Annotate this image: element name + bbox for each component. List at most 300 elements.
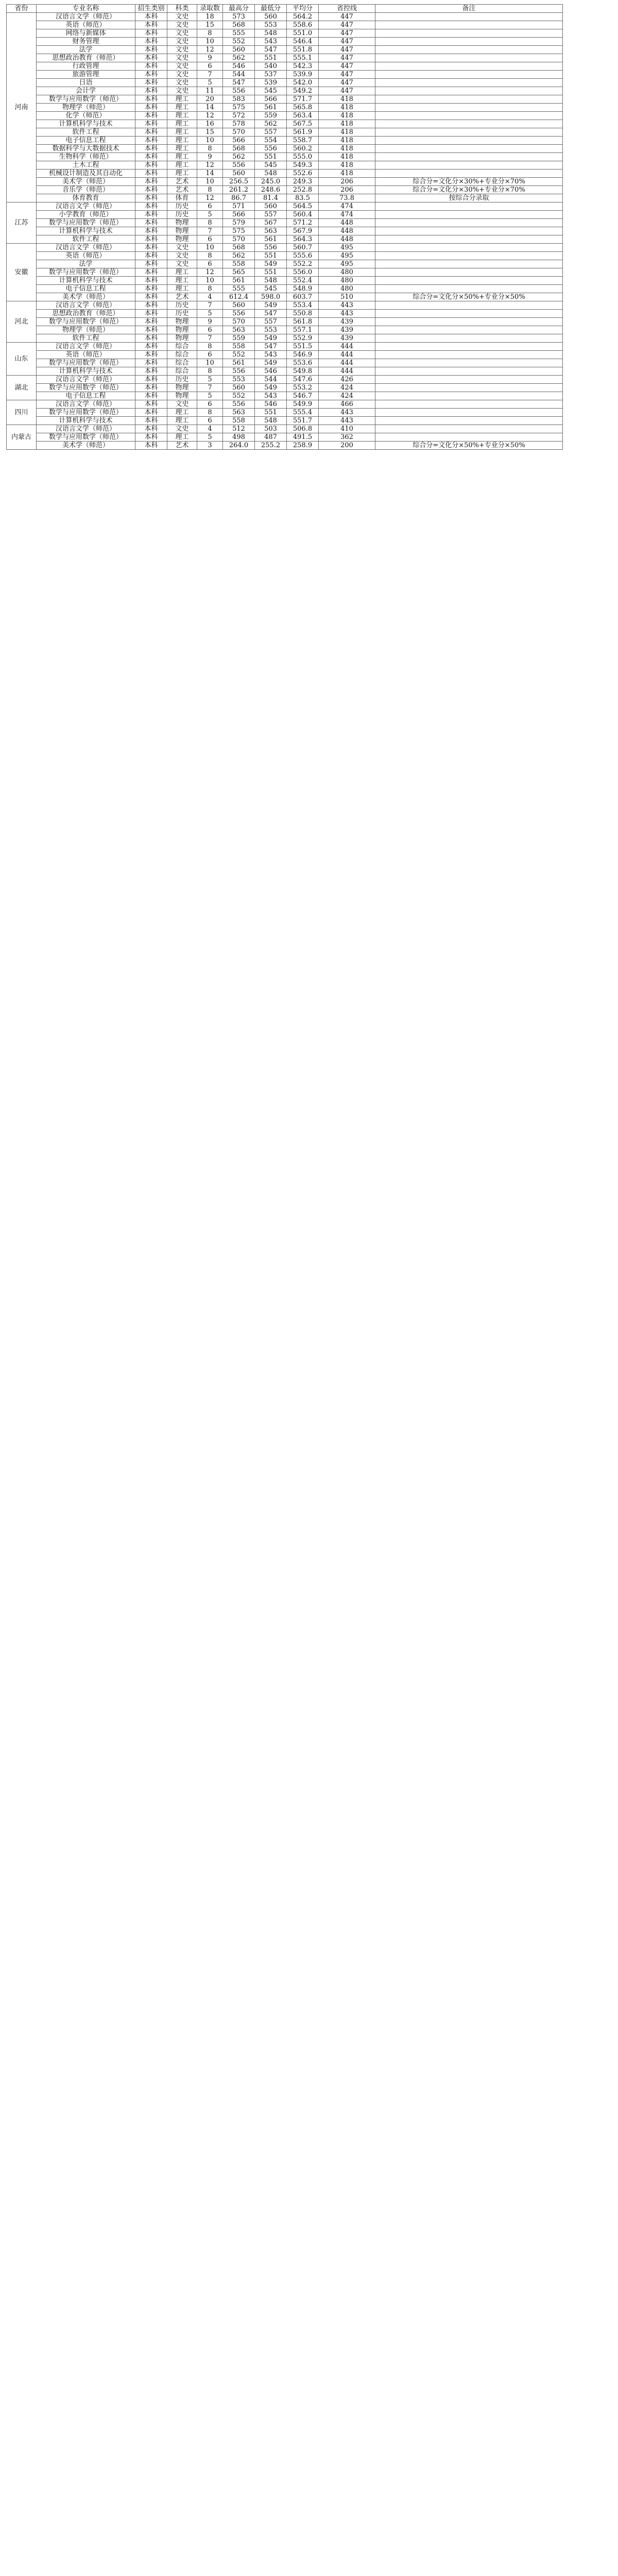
major-cell: 软件工程 bbox=[37, 235, 135, 244]
type-cell: 文史 bbox=[167, 260, 197, 268]
note-cell bbox=[375, 343, 563, 351]
major-cell: 数学与应用数学（师范） bbox=[37, 359, 135, 367]
type-cell: 理工 bbox=[167, 137, 197, 145]
note-cell: 综合分=文化分×30%+专业分×70% bbox=[375, 186, 563, 194]
major-cell: 数学与应用数学（师范） bbox=[37, 384, 135, 392]
plan-cell: 10 bbox=[197, 137, 223, 145]
table-row bbox=[7, 13, 563, 21]
type-cell: 文史 bbox=[167, 54, 197, 62]
note-cell bbox=[375, 252, 563, 260]
major-cell: 小学教育（师范） bbox=[37, 211, 135, 219]
region-cell: 山东 bbox=[7, 343, 37, 376]
min-cell: 547 bbox=[255, 46, 287, 54]
type-cell: 理工 bbox=[167, 120, 197, 128]
avg-cell: 549.9 bbox=[287, 400, 319, 409]
max-cell: 264.0 bbox=[223, 442, 255, 450]
avg-cell: 551.8 bbox=[287, 46, 319, 54]
table-row bbox=[7, 79, 563, 87]
note-cell bbox=[375, 137, 563, 145]
header-region: 省份 bbox=[7, 5, 37, 13]
max-cell: 579 bbox=[223, 219, 255, 227]
table-row bbox=[7, 433, 563, 442]
note-cell bbox=[375, 211, 563, 219]
avg-cell: 551.7 bbox=[287, 417, 319, 425]
plan-cell: 6 bbox=[197, 326, 223, 334]
max-cell: 552 bbox=[223, 392, 255, 400]
min-cell: 503 bbox=[255, 425, 287, 433]
min-cell: 548 bbox=[255, 277, 287, 285]
avg-cell: 546.4 bbox=[287, 38, 319, 46]
avg-cell: 549.8 bbox=[287, 367, 319, 376]
table-row bbox=[7, 29, 563, 38]
table-row bbox=[7, 425, 563, 433]
table-row bbox=[7, 87, 563, 95]
nature-cell: 本科 bbox=[135, 153, 167, 161]
rank-cell: 444 bbox=[319, 367, 375, 376]
avg-cell: 567.9 bbox=[287, 227, 319, 235]
note-cell bbox=[375, 62, 563, 71]
max-cell: 571 bbox=[223, 202, 255, 211]
plan-cell: 8 bbox=[197, 29, 223, 38]
plan-cell: 14 bbox=[197, 170, 223, 178]
nature-cell: 本科 bbox=[135, 442, 167, 450]
max-cell: 578 bbox=[223, 120, 255, 128]
nature-cell: 本科 bbox=[135, 137, 167, 145]
max-cell: 558 bbox=[223, 343, 255, 351]
type-cell: 文史 bbox=[167, 13, 197, 21]
nature-cell: 本科 bbox=[135, 334, 167, 343]
max-cell: 575 bbox=[223, 227, 255, 235]
nature-cell: 本科 bbox=[135, 235, 167, 244]
rank-cell: 206 bbox=[319, 186, 375, 194]
avg-cell: 547.6 bbox=[287, 376, 319, 384]
avg-cell: 553.4 bbox=[287, 301, 319, 310]
nature-cell: 本科 bbox=[135, 367, 167, 376]
min-cell: 562 bbox=[255, 120, 287, 128]
min-cell: 561 bbox=[255, 104, 287, 112]
major-cell: 会计学 bbox=[37, 87, 135, 95]
max-cell: 544 bbox=[223, 71, 255, 79]
avg-cell: 555.4 bbox=[287, 409, 319, 417]
plan-cell: 8 bbox=[197, 343, 223, 351]
major-cell: 汉语言文学（师范） bbox=[37, 13, 135, 21]
nature-cell: 本科 bbox=[135, 310, 167, 318]
major-cell: 英语（师范） bbox=[37, 351, 135, 359]
min-cell: 549 bbox=[255, 384, 287, 392]
max-cell: 560 bbox=[223, 301, 255, 310]
max-cell: 572 bbox=[223, 112, 255, 120]
note-cell bbox=[375, 318, 563, 326]
plan-cell: 7 bbox=[197, 301, 223, 310]
avg-cell: 571.7 bbox=[287, 95, 319, 104]
major-cell: 旅游管理 bbox=[37, 71, 135, 79]
nature-cell: 本科 bbox=[135, 211, 167, 219]
note-cell: 综合分=文化分×50%+专业分×50% bbox=[375, 293, 563, 301]
min-cell: 549 bbox=[255, 359, 287, 367]
rank-cell: 418 bbox=[319, 170, 375, 178]
type-cell: 文史 bbox=[167, 46, 197, 54]
major-cell: 数学与应用数学（师范） bbox=[37, 219, 135, 227]
major-cell: 电子信息工程 bbox=[37, 137, 135, 145]
rank-cell: 418 bbox=[319, 137, 375, 145]
nature-cell: 本科 bbox=[135, 178, 167, 186]
header-type: 科类 bbox=[167, 5, 197, 13]
region-cell: 四川 bbox=[7, 400, 37, 425]
table-row bbox=[7, 112, 563, 120]
major-cell: 体育教育 bbox=[37, 194, 135, 202]
max-cell: 562 bbox=[223, 153, 255, 161]
rank-cell: 206 bbox=[319, 178, 375, 186]
header-plan: 录取数 bbox=[197, 5, 223, 13]
rank-cell: 443 bbox=[319, 409, 375, 417]
nature-cell: 本科 bbox=[135, 219, 167, 227]
type-cell: 体育 bbox=[167, 194, 197, 202]
min-cell: 560 bbox=[255, 13, 287, 21]
type-cell: 综合 bbox=[167, 367, 197, 376]
min-cell: 487 bbox=[255, 433, 287, 442]
plan-cell: 20 bbox=[197, 95, 223, 104]
table-row bbox=[7, 145, 563, 153]
region-cell: 河南 bbox=[7, 13, 37, 202]
max-cell: 568 bbox=[223, 145, 255, 153]
avg-cell: 564.2 bbox=[287, 13, 319, 21]
min-cell: 539 bbox=[255, 79, 287, 87]
table-row bbox=[7, 186, 563, 194]
note-cell bbox=[375, 54, 563, 62]
plan-cell: 6 bbox=[197, 351, 223, 359]
type-cell: 历史 bbox=[167, 376, 197, 384]
avg-cell: 560.4 bbox=[287, 211, 319, 219]
nature-cell: 本科 bbox=[135, 376, 167, 384]
header-min: 最低分 bbox=[255, 5, 287, 13]
major-cell: 法学 bbox=[37, 260, 135, 268]
rank-cell: 447 bbox=[319, 46, 375, 54]
plan-cell: 9 bbox=[197, 54, 223, 62]
type-cell: 物理 bbox=[167, 235, 197, 244]
plan-cell: 4 bbox=[197, 425, 223, 433]
note-cell bbox=[375, 161, 563, 170]
type-cell: 文史 bbox=[167, 71, 197, 79]
rank-cell: 447 bbox=[319, 54, 375, 62]
table-row bbox=[7, 318, 563, 326]
major-cell: 软件工程 bbox=[37, 128, 135, 137]
nature-cell: 本科 bbox=[135, 95, 167, 104]
rank-cell: 418 bbox=[319, 161, 375, 170]
min-cell: 543 bbox=[255, 392, 287, 400]
table-row bbox=[7, 170, 563, 178]
header-nature: 招生类别 bbox=[135, 5, 167, 13]
max-cell: 570 bbox=[223, 318, 255, 326]
type-cell: 历史 bbox=[167, 202, 197, 211]
note-cell bbox=[375, 13, 563, 21]
nature-cell: 本科 bbox=[135, 384, 167, 392]
plan-cell: 8 bbox=[197, 219, 223, 227]
major-cell: 数据科学与大数据技术 bbox=[37, 145, 135, 153]
min-cell: 549 bbox=[255, 260, 287, 268]
avg-cell: 555.0 bbox=[287, 153, 319, 161]
max-cell: 256.5 bbox=[223, 178, 255, 186]
table-row bbox=[7, 211, 563, 219]
region-cell: 湖北 bbox=[7, 376, 37, 400]
min-cell: 598.0 bbox=[255, 293, 287, 301]
header-row bbox=[7, 5, 563, 13]
note-cell bbox=[375, 268, 563, 277]
min-cell: 543 bbox=[255, 351, 287, 359]
plan-cell: 6 bbox=[197, 235, 223, 244]
type-cell: 艺术 bbox=[167, 186, 197, 194]
rank-cell: 510 bbox=[319, 293, 375, 301]
note-cell bbox=[375, 384, 563, 392]
plan-cell: 7 bbox=[197, 384, 223, 392]
max-cell: 565 bbox=[223, 268, 255, 277]
table-row bbox=[7, 301, 563, 310]
avg-cell: 252.8 bbox=[287, 186, 319, 194]
min-cell: 255.2 bbox=[255, 442, 287, 450]
major-cell: 英语（师范） bbox=[37, 252, 135, 260]
note-cell bbox=[375, 326, 563, 334]
note-cell bbox=[375, 145, 563, 153]
major-cell: 物理学（师范） bbox=[37, 326, 135, 334]
plan-cell: 5 bbox=[197, 79, 223, 87]
rank-cell: 418 bbox=[319, 153, 375, 161]
max-cell: 558 bbox=[223, 260, 255, 268]
rank-cell: 447 bbox=[319, 29, 375, 38]
major-cell: 财务管理 bbox=[37, 38, 135, 46]
note-cell bbox=[375, 334, 563, 343]
max-cell: 570 bbox=[223, 235, 255, 244]
avg-cell: 550.8 bbox=[287, 310, 319, 318]
avg-cell: 555.1 bbox=[287, 54, 319, 62]
note-cell bbox=[375, 128, 563, 137]
table-row bbox=[7, 285, 563, 293]
note-cell bbox=[375, 400, 563, 409]
nature-cell: 本科 bbox=[135, 194, 167, 202]
plan-cell: 4 bbox=[197, 293, 223, 301]
nature-cell: 本科 bbox=[135, 277, 167, 285]
type-cell: 历史 bbox=[167, 211, 197, 219]
type-cell: 艺术 bbox=[167, 178, 197, 186]
min-cell: 547 bbox=[255, 310, 287, 318]
note-cell bbox=[375, 21, 563, 29]
nature-cell: 本科 bbox=[135, 351, 167, 359]
major-cell: 机械设计制造及其自动化 bbox=[37, 170, 135, 178]
type-cell: 理工 bbox=[167, 145, 197, 153]
table-row bbox=[7, 71, 563, 79]
rank-cell: 480 bbox=[319, 285, 375, 293]
avg-cell: 603.7 bbox=[287, 293, 319, 301]
plan-cell: 8 bbox=[197, 252, 223, 260]
note-cell bbox=[375, 104, 563, 112]
plan-cell: 12 bbox=[197, 161, 223, 170]
type-cell: 物理 bbox=[167, 334, 197, 343]
type-cell: 物理 bbox=[167, 227, 197, 235]
avg-cell: 258.9 bbox=[287, 442, 319, 450]
max-cell: 498 bbox=[223, 433, 255, 442]
type-cell: 物理 bbox=[167, 219, 197, 227]
header-max: 最高分 bbox=[223, 5, 255, 13]
table-row bbox=[7, 161, 563, 170]
avg-cell: 556.0 bbox=[287, 268, 319, 277]
type-cell: 综合 bbox=[167, 343, 197, 351]
min-cell: 551 bbox=[255, 54, 287, 62]
major-cell: 思想政治教育（师范） bbox=[37, 310, 135, 318]
min-cell: 540 bbox=[255, 62, 287, 71]
plan-cell: 15 bbox=[197, 128, 223, 137]
plan-cell: 10 bbox=[197, 178, 223, 186]
rank-cell: 443 bbox=[319, 417, 375, 425]
plan-cell: 6 bbox=[197, 400, 223, 409]
note-cell bbox=[375, 79, 563, 87]
score-table bbox=[6, 4, 563, 450]
table-body bbox=[7, 13, 563, 450]
min-cell: 557 bbox=[255, 211, 287, 219]
major-cell: 汉语言文学（师范） bbox=[37, 343, 135, 351]
type-cell: 文史 bbox=[167, 425, 197, 433]
major-cell: 数学与应用数学（师范） bbox=[37, 318, 135, 326]
type-cell: 理工 bbox=[167, 104, 197, 112]
min-cell: 544 bbox=[255, 376, 287, 384]
note-cell bbox=[375, 29, 563, 38]
type-cell: 理工 bbox=[167, 433, 197, 442]
rank-cell: 424 bbox=[319, 392, 375, 400]
rank-cell: 439 bbox=[319, 334, 375, 343]
type-cell: 物理 bbox=[167, 384, 197, 392]
rank-cell: 418 bbox=[319, 145, 375, 153]
major-cell: 计算机科学与技术 bbox=[37, 227, 135, 235]
table-row bbox=[7, 62, 563, 71]
max-cell: 566 bbox=[223, 137, 255, 145]
nature-cell: 本科 bbox=[135, 301, 167, 310]
max-cell: 553 bbox=[223, 376, 255, 384]
max-cell: 560 bbox=[223, 46, 255, 54]
major-cell: 音乐学（师范） bbox=[37, 186, 135, 194]
max-cell: 261.2 bbox=[223, 186, 255, 194]
major-cell: 软件工程 bbox=[37, 334, 135, 343]
type-cell: 文史 bbox=[167, 252, 197, 260]
table-row bbox=[7, 178, 563, 186]
avg-cell: 565.8 bbox=[287, 104, 319, 112]
min-cell: 248.6 bbox=[255, 186, 287, 194]
note-cell bbox=[375, 71, 563, 79]
region-cell: 河北 bbox=[7, 301, 37, 343]
min-cell: 543 bbox=[255, 38, 287, 46]
max-cell: 546 bbox=[223, 62, 255, 71]
note-cell bbox=[375, 120, 563, 128]
rank-cell: 439 bbox=[319, 326, 375, 334]
table-row bbox=[7, 153, 563, 161]
plan-cell: 6 bbox=[197, 202, 223, 211]
plan-cell: 10 bbox=[197, 38, 223, 46]
type-cell: 文史 bbox=[167, 62, 197, 71]
header-note: 备注 bbox=[375, 5, 563, 13]
plan-cell: 5 bbox=[197, 376, 223, 384]
region-cell: 江苏 bbox=[7, 202, 37, 244]
avg-cell: 567.5 bbox=[287, 120, 319, 128]
min-cell: 557 bbox=[255, 128, 287, 137]
max-cell: 559 bbox=[223, 334, 255, 343]
nature-cell: 本科 bbox=[135, 71, 167, 79]
note-cell bbox=[375, 235, 563, 244]
nature-cell: 本科 bbox=[135, 87, 167, 95]
nature-cell: 本科 bbox=[135, 29, 167, 38]
major-cell: 生物科学（师范） bbox=[37, 153, 135, 161]
min-cell: 557 bbox=[255, 318, 287, 326]
nature-cell: 本科 bbox=[135, 202, 167, 211]
avg-cell: 552.6 bbox=[287, 170, 319, 178]
plan-cell: 8 bbox=[197, 285, 223, 293]
type-cell: 物理 bbox=[167, 392, 197, 400]
table-row bbox=[7, 95, 563, 104]
note-cell bbox=[375, 301, 563, 310]
nature-cell: 本科 bbox=[135, 409, 167, 417]
major-cell: 数学与应用数学（师范） bbox=[37, 95, 135, 104]
type-cell: 理工 bbox=[167, 277, 197, 285]
major-cell: 日语 bbox=[37, 79, 135, 87]
avg-cell: 564.5 bbox=[287, 202, 319, 211]
plan-cell: 5 bbox=[197, 310, 223, 318]
plan-cell: 10 bbox=[197, 359, 223, 367]
avg-cell: 83.5 bbox=[287, 194, 319, 202]
plan-cell: 3 bbox=[197, 442, 223, 450]
nature-cell: 本科 bbox=[135, 400, 167, 409]
type-cell: 理工 bbox=[167, 409, 197, 417]
avg-cell: 555.6 bbox=[287, 252, 319, 260]
nature-cell: 本科 bbox=[135, 112, 167, 120]
table-row bbox=[7, 46, 563, 54]
nature-cell: 本科 bbox=[135, 359, 167, 367]
min-cell: 553 bbox=[255, 326, 287, 334]
max-cell: 512 bbox=[223, 425, 255, 433]
table-row bbox=[7, 38, 563, 46]
rank-cell: 495 bbox=[319, 252, 375, 260]
type-cell: 文史 bbox=[167, 400, 197, 409]
max-cell: 560 bbox=[223, 384, 255, 392]
plan-cell: 12 bbox=[197, 268, 223, 277]
rank-cell: 444 bbox=[319, 359, 375, 367]
nature-cell: 本科 bbox=[135, 318, 167, 326]
type-cell: 理工 bbox=[167, 95, 197, 104]
nature-cell: 本科 bbox=[135, 326, 167, 334]
rank-cell: 424 bbox=[319, 384, 375, 392]
avg-cell: 560.7 bbox=[287, 244, 319, 252]
table-row bbox=[7, 235, 563, 244]
table-row bbox=[7, 128, 563, 137]
major-cell: 网络与新媒体 bbox=[37, 29, 135, 38]
type-cell: 文史 bbox=[167, 21, 197, 29]
avg-cell: 491.5 bbox=[287, 433, 319, 442]
note-cell: 按综合分录取 bbox=[375, 194, 563, 202]
note-cell bbox=[375, 376, 563, 384]
type-cell: 历史 bbox=[167, 310, 197, 318]
rank-cell: 362 bbox=[319, 433, 375, 442]
nature-cell: 本科 bbox=[135, 21, 167, 29]
min-cell: 551 bbox=[255, 409, 287, 417]
table-row bbox=[7, 120, 563, 128]
plan-cell: 5 bbox=[197, 392, 223, 400]
type-cell: 理工 bbox=[167, 285, 197, 293]
max-cell: 555 bbox=[223, 285, 255, 293]
plan-cell: 15 bbox=[197, 21, 223, 29]
nature-cell: 本科 bbox=[135, 268, 167, 277]
avg-cell: 542.3 bbox=[287, 62, 319, 71]
table-row bbox=[7, 409, 563, 417]
type-cell: 理工 bbox=[167, 417, 197, 425]
max-cell: 561 bbox=[223, 359, 255, 367]
nature-cell: 本科 bbox=[135, 417, 167, 425]
avg-cell: 564.3 bbox=[287, 235, 319, 244]
avg-cell: 549.3 bbox=[287, 161, 319, 170]
max-cell: 555 bbox=[223, 29, 255, 38]
